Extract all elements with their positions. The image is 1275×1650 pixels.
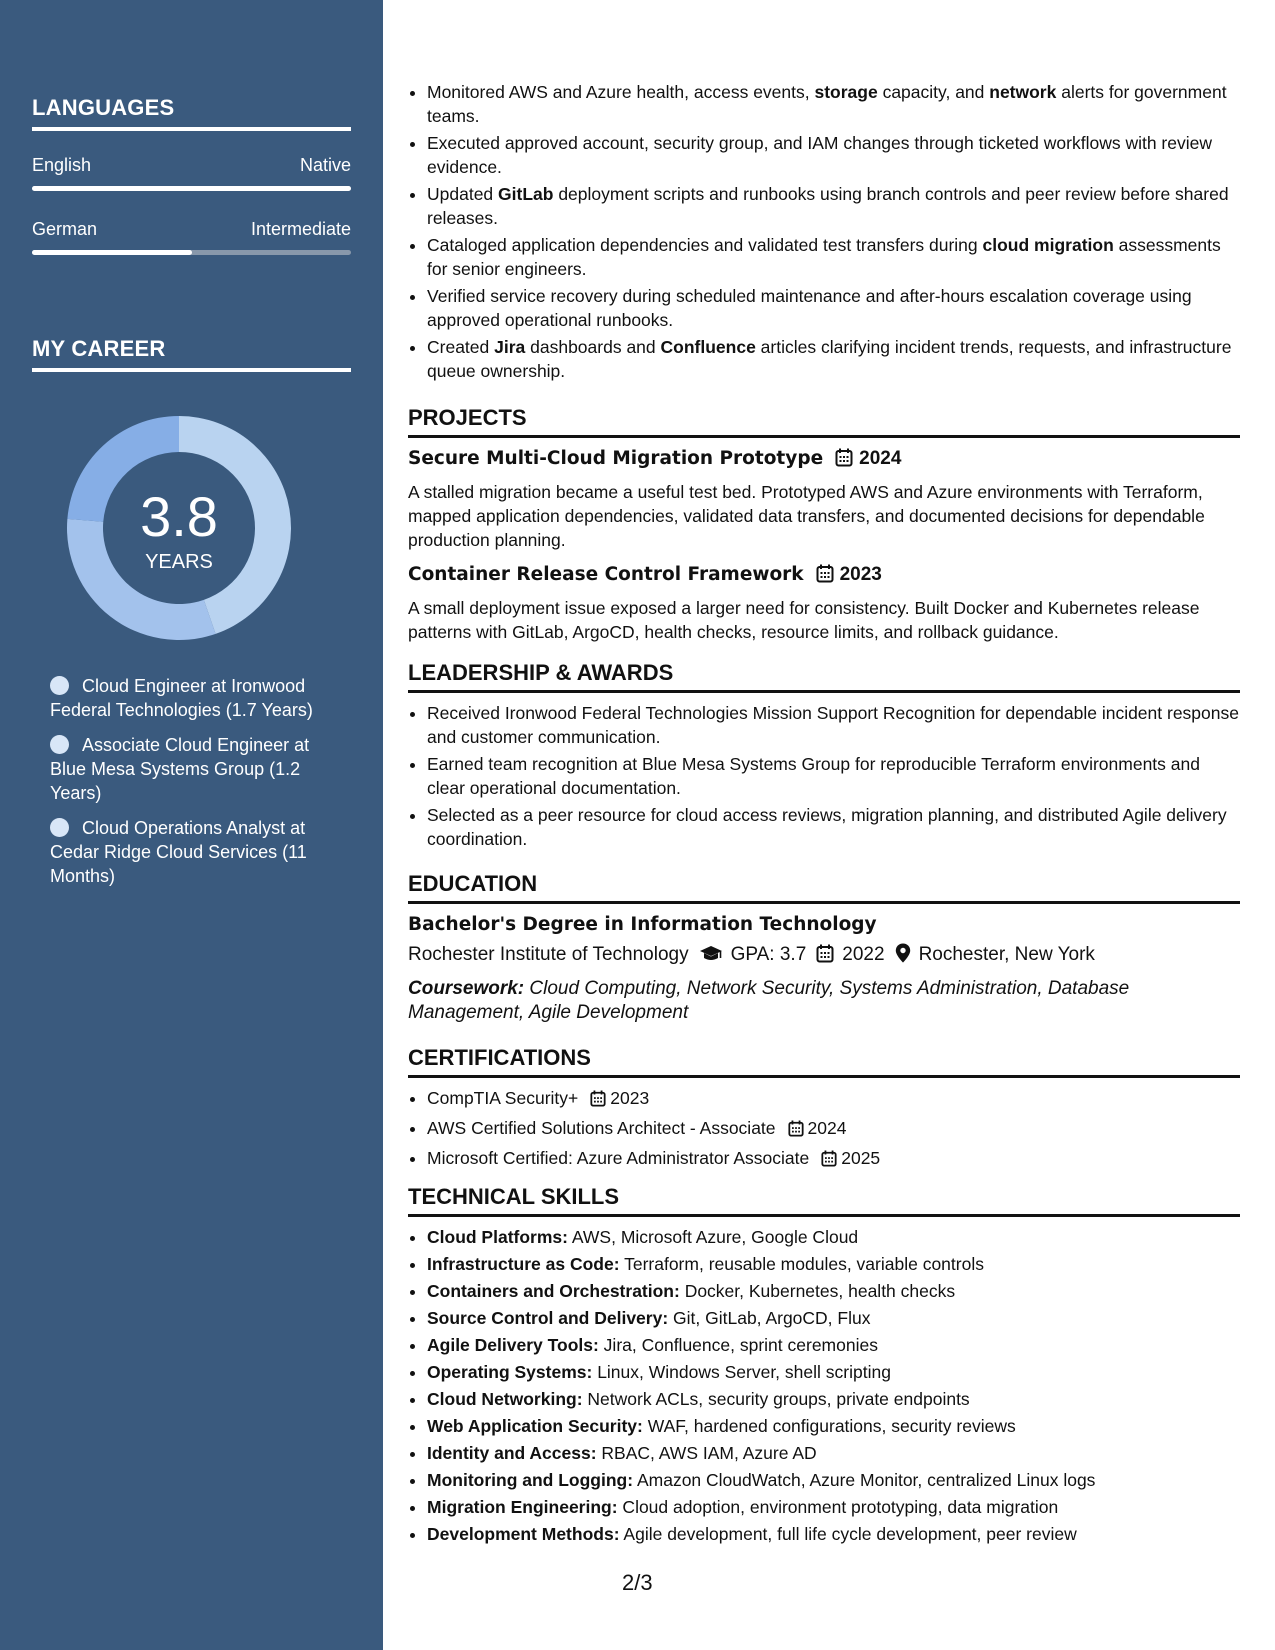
bullet-text: Monitored AWS and Azure health, access events,	[427, 82, 815, 102]
bold-keyword: storage	[814, 82, 878, 102]
bullet-text: alerts for government teams.	[427, 82, 1227, 126]
project-year: 2023	[839, 564, 882, 585]
certifications-section	[408, 1045, 1240, 1176]
skill-label: Agile Delivery Tools:	[427, 1335, 599, 1355]
coursework-label: Coursework:	[408, 978, 525, 999]
career-donut-chart	[66, 415, 292, 641]
career-item: Cloud Engineer at Ironwood Federal Technologies (1.7 Years)	[50, 676, 313, 720]
calendar-icon	[835, 448, 853, 472]
career-years-value: 3.8	[140, 484, 218, 548]
calendar-icon	[590, 1089, 606, 1113]
bullet-text: Created	[427, 337, 495, 357]
skill-label: Infrastructure as Code:	[427, 1254, 620, 1274]
bullet-dot-icon	[50, 735, 69, 754]
projects-section	[408, 405, 1240, 644]
bullet-text: assessments for senior engineers.	[427, 235, 1221, 279]
leadership-item: • Earned team recognition at Blue Mesa Systems Group for reproducible Terraform environments and clear operational documentation.	[427, 752, 1240, 800]
section-title-education: EDUCATION	[408, 871, 1240, 904]
skill-item: • Web Application Security: WAF, hardened configurations, security reviews	[427, 1414, 1240, 1438]
experience-bullet	[427, 233, 1240, 281]
calendar-icon	[821, 1149, 837, 1173]
skill-label: Source Control and Delivery:	[427, 1308, 669, 1328]
certification-year: 2025	[841, 1148, 881, 1168]
career-list	[50, 674, 340, 899]
bold-keyword: Confluence	[660, 337, 756, 357]
language-level: Native	[299, 155, 351, 175]
skill-label: Cloud Platforms:	[427, 1227, 568, 1247]
experience-bullet	[427, 284, 1240, 332]
career-item: Associate Cloud Engineer at Blue Mesa Systems Group (1.2 Years)	[50, 735, 310, 803]
language-name: German	[32, 219, 98, 239]
experience-section	[408, 80, 1240, 386]
bold-keyword: Jira	[494, 337, 526, 357]
leadership-list	[408, 701, 1240, 851]
skill-item: • Source Control and Delivery: Git, GitLab, ArgoCD, Flux	[427, 1306, 1240, 1330]
school-location: Rochester, New York	[918, 944, 1095, 965]
certification-item: • Microsoft Certified: Azure Administrator Associate 2025	[427, 1146, 1240, 1173]
leadership-item: • Selected as a peer resource for cloud access reviews, migration planning, and distributed Agile delivery coordination.	[427, 803, 1240, 851]
section-title-certifications: CERTIFICATIONS	[408, 1045, 1240, 1078]
bullet-text: Verified service recovery during scheduled maintenance and after-hours escalation coverage using approved operational runbooks.	[427, 286, 1192, 330]
project-year: 2024	[859, 448, 902, 469]
bullet-text: articles clarifying incident trends, requests, and infrastructure queue ownership.	[427, 337, 1232, 381]
certification-item: • AWS Certified Solutions Architect - Associate 2024	[427, 1116, 1240, 1143]
bullet-text: deployment scripts and runbooks using branch controls and peer review before shared releases.	[427, 184, 1229, 228]
project-title: Container Release Control Framework	[408, 564, 804, 585]
project-title: Secure Multi-Cloud Migration Prototype	[408, 448, 824, 469]
skill-label: Development Methods:	[427, 1524, 620, 1544]
bullet-text: Cataloged application dependencies and validated test transfers during	[427, 235, 983, 255]
language-bar	[32, 250, 351, 255]
experience-bullets	[408, 80, 1240, 383]
languages-heading: LANGUAGES	[32, 95, 351, 131]
skill-label: Migration Engineering:	[427, 1497, 618, 1517]
skill-item: • Identity and Access: RBAC, AWS IAM, Azure AD	[427, 1441, 1240, 1465]
bullet-text: dashboards and	[525, 337, 661, 357]
school-name: Rochester Institute of Technology	[408, 944, 689, 965]
section-title-projects: PROJECTS	[408, 405, 1240, 438]
career-section	[32, 336, 351, 372]
gpa: GPA: 3.7	[730, 944, 807, 965]
bold-keyword: cloud migration	[982, 235, 1114, 255]
location-pin-icon	[895, 943, 911, 969]
calendar-icon	[816, 564, 834, 588]
calendar-icon	[816, 944, 834, 969]
graduation-year: 2022	[842, 944, 885, 965]
certification-item: • CompTIA Security+ 2023	[427, 1086, 1240, 1113]
language-bar-fill	[32, 186, 351, 191]
language-item	[32, 155, 351, 191]
degree-title: Bachelor's Degree in Information Technology	[408, 914, 877, 935]
career-item: Cloud Operations Analyst at Cedar Ridge Cloud Services (11 Months)	[50, 818, 307, 886]
education-section	[408, 871, 1240, 1025]
language-item	[32, 219, 351, 255]
bullet-dot-icon	[50, 818, 69, 837]
education-details	[408, 943, 1240, 969]
skill-item: • Agile Delivery Tools: Jira, Confluence, sprint ceremonies	[427, 1333, 1240, 1357]
skill-label: Cloud Networking:	[427, 1389, 583, 1409]
skill-label: Operating Systems:	[427, 1362, 593, 1382]
certifications-list	[408, 1086, 1240, 1173]
skill-item: • Cloud Networking: Network ACLs, security groups, private endpoints	[427, 1387, 1240, 1411]
skill-item: • Monitoring and Logging: Amazon CloudWatch, Azure Monitor, centralized Linux logs	[427, 1468, 1240, 1492]
certification-year: 2024	[807, 1118, 847, 1138]
project-item	[408, 564, 1240, 644]
skill-label: Identity and Access:	[427, 1443, 597, 1463]
project-description: A small deployment issue exposed a larger need for consistency. Built Docker and Kubernetes release patterns with GitLab, ArgoCD, health checks, resource limits, and rollback guidance.	[408, 598, 1200, 642]
project-item	[408, 448, 1240, 552]
skill-item: • Migration Engineering: Cloud adoption, environment prototyping, data migration	[427, 1495, 1240, 1519]
bold-keyword: GitLab	[498, 184, 554, 204]
language-bar	[32, 186, 351, 191]
language-level: Intermediate	[250, 219, 351, 239]
bullet-dot-icon	[50, 676, 69, 695]
sidebar	[0, 0, 383, 1650]
skill-item: • Development Methods: Agile development, full life cycle development, peer review	[427, 1522, 1240, 1546]
page-number: 2/3	[622, 1570, 653, 1595]
bullet-text: capacity, and	[877, 82, 990, 102]
skill-label: Containers and Orchestration:	[427, 1281, 680, 1301]
skill-label: Web Application Security:	[427, 1416, 643, 1436]
coursework	[408, 977, 1240, 1025]
project-description: A stalled migration became a useful test bed. Prototyped AWS and Azure environments with Terraform, mapped application dependencies, validated data transfers, and documented decisions for dependable production planning.	[408, 482, 1205, 550]
skill-label: Monitoring and Logging:	[427, 1470, 634, 1490]
bullet-text: Executed approved account, security group, and IAM changes through ticketed workflows with review evidence.	[427, 133, 1212, 177]
experience-bullet	[427, 131, 1240, 179]
skill-item: • Operating Systems: Linux, Windows Server, shell scripting	[427, 1360, 1240, 1384]
skill-item: • Containers and Orchestration: Docker, Kubernetes, health checks	[427, 1279, 1240, 1303]
language-bar-fill	[32, 250, 192, 255]
languages-section	[32, 95, 351, 255]
skill-item: • Cloud Platforms: AWS, Microsoft Azure, Google Cloud	[427, 1225, 1240, 1249]
section-title-leadership: LEADERSHIP & AWARDS	[408, 660, 1240, 693]
career-heading: MY CAREER	[32, 336, 351, 372]
bold-keyword: network	[989, 82, 1057, 102]
experience-bullet	[427, 80, 1240, 128]
experience-bullet	[427, 182, 1240, 230]
language-name: English	[32, 155, 92, 175]
calendar-icon	[788, 1119, 804, 1143]
certification-year: 2023	[610, 1088, 650, 1108]
experience-bullet	[427, 335, 1240, 383]
skills-list	[408, 1225, 1240, 1546]
coursework-list: Cloud Computing, Network Security, Systems Administration, Database Management, Agile Development	[408, 978, 1130, 1023]
bullet-text: Updated	[427, 184, 499, 204]
career-years-unit: YEARS	[145, 550, 213, 573]
section-title-skills: TECHNICAL SKILLS	[408, 1184, 1240, 1217]
skill-item: • Infrastructure as Code: Terraform, reusable modules, variable controls	[427, 1252, 1240, 1276]
skills-section	[408, 1184, 1240, 1549]
leadership-section	[408, 660, 1240, 854]
leadership-item: • Received Ironwood Federal Technologies Mission Support Recognition for dependable incident response and customer communication.	[427, 701, 1240, 749]
graduation-cap-icon	[699, 945, 723, 969]
